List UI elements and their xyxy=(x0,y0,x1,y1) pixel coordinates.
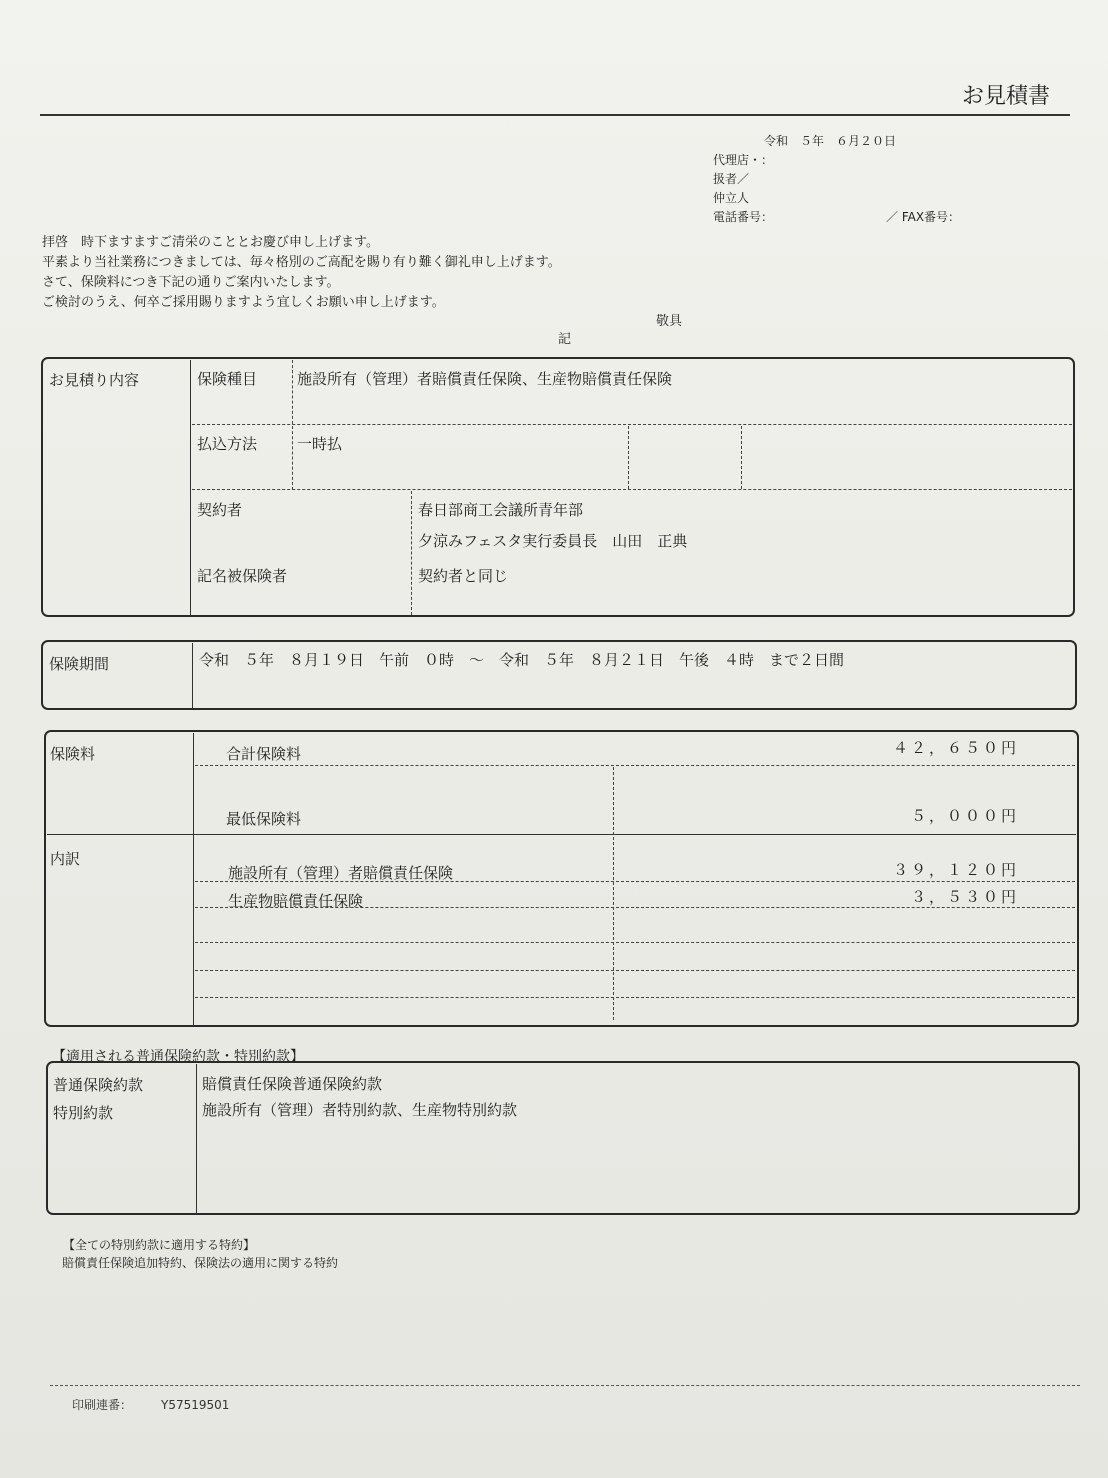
total-row-rule xyxy=(195,765,1075,766)
premium-label: 保険料 xyxy=(50,745,96,763)
named-insured-value: 契約者と同じ xyxy=(418,567,509,585)
type-divider xyxy=(292,360,293,490)
broker-label: 仲立人 xyxy=(713,191,750,205)
clauses-heading: 【適用される普通保険約款・特別約款】 xyxy=(52,1049,304,1065)
clauses-divider xyxy=(196,1064,197,1213)
insurance-period-value: 令和 ５年 ８月１９日 午前 ０時 ～ 令和 ５年 ８月２１日 午後 ４時 まで２日間 xyxy=(199,651,845,669)
item-rule-3 xyxy=(195,942,1075,943)
closing-keigu: 敬具 xyxy=(656,314,683,329)
breakdown-item-name: 生産物賠償責任保険 xyxy=(228,892,364,910)
premium-col-divider xyxy=(613,767,614,1020)
breakdown-label: 内訳 xyxy=(50,850,81,868)
greeting-line-1: 拝啓 時下ますますご清栄のこととお慶び申し上げます。 xyxy=(42,235,379,250)
general-clause-label: 普通保険約款 xyxy=(53,1076,144,1094)
agent-label: 代理店・： xyxy=(713,153,774,167)
item-rule-4 xyxy=(195,970,1075,971)
contractor-name-line-1: 春日部商工会議所青年部 xyxy=(418,501,584,519)
contractor-name-line-2: 夕涼みフェスタ実行委員長 山田 正典 xyxy=(418,532,688,550)
payment-method-value: 一時払 xyxy=(297,435,343,453)
breakdown-item-amount: ３９，１２０円 xyxy=(892,861,1019,879)
title-rule xyxy=(40,114,1070,116)
print-serial-label: 印刷連番： xyxy=(72,1398,133,1412)
general-clause-value: 賠償責任保険普通保険約款 xyxy=(202,1075,383,1093)
insurance-type-label: 保険種目 xyxy=(197,370,258,388)
minimum-premium-value: ５，０００円 xyxy=(910,807,1019,825)
footer-dashed-rule xyxy=(50,1385,1080,1386)
row-sep-1 xyxy=(192,424,1072,425)
insurance-type-value: 施設所有（管理）者賠償責任保険、生産物賠償責任保険 xyxy=(297,370,673,388)
premium-breakdown-rule xyxy=(47,834,1076,835)
total-premium-label: 合計保険料 xyxy=(226,745,302,763)
premium-divider xyxy=(193,733,194,1025)
handler-label: 扱者／ xyxy=(713,172,750,186)
pay-divider-1 xyxy=(628,426,629,489)
special-clause-value: 施設所有（管理）者特別約款、生産物特別約款 xyxy=(202,1101,518,1119)
insurance-period-label: 保険期間 xyxy=(49,655,110,673)
row-sep-2 xyxy=(192,489,1072,490)
named-insured-label: 記名被保険者 xyxy=(197,567,288,585)
issue-date: 令和 ５年 ６月２０日 xyxy=(764,134,897,148)
item-rule-5 xyxy=(195,997,1075,998)
payment-method-label: 払込方法 xyxy=(197,435,258,453)
estimate-section-label: お見積り内容 xyxy=(49,371,140,389)
estimate-divider xyxy=(190,360,191,615)
greeting-line-4: ご検討のうえ、何卒ご採用賜りますよう宜しくお願い申し上げます。 xyxy=(42,295,445,310)
special-clause-label: 特別約款 xyxy=(53,1104,114,1122)
minimum-premium-label: 最低保険料 xyxy=(226,810,302,828)
print-serial-number: Y57519501 xyxy=(161,1398,230,1412)
phone-label: 電話番号： xyxy=(713,210,774,224)
contractor-label: 契約者 xyxy=(197,501,243,519)
greeting-line-2: 平素より当社業務につきましては、毎々格別のご高配を賜り有り難く御礼申し上げます。 xyxy=(42,255,561,270)
ki-mark: 記 xyxy=(558,332,572,347)
pay-divider-2 xyxy=(741,426,742,489)
all-special-heading: 【全ての特別約款に適用する特約】 xyxy=(63,1238,256,1252)
breakdown-item-name: 施設所有（管理）者賠償責任保険 xyxy=(228,864,454,882)
period-divider xyxy=(192,643,193,708)
total-premium-value: ４２，６５０円 xyxy=(892,739,1019,757)
contractor-divider xyxy=(411,491,412,615)
fax-label: ／ FAX番号： xyxy=(886,210,961,224)
greeting-line-3: さて、保険料につき下記の通りご案内いたします。 xyxy=(42,275,340,290)
document-title: お見積書 xyxy=(962,84,1051,109)
all-special-value: 賠償責任保険追加特約、保険法の適用に関する特約 xyxy=(62,1256,339,1270)
breakdown-item-amount: ３，５３０円 xyxy=(910,888,1019,906)
